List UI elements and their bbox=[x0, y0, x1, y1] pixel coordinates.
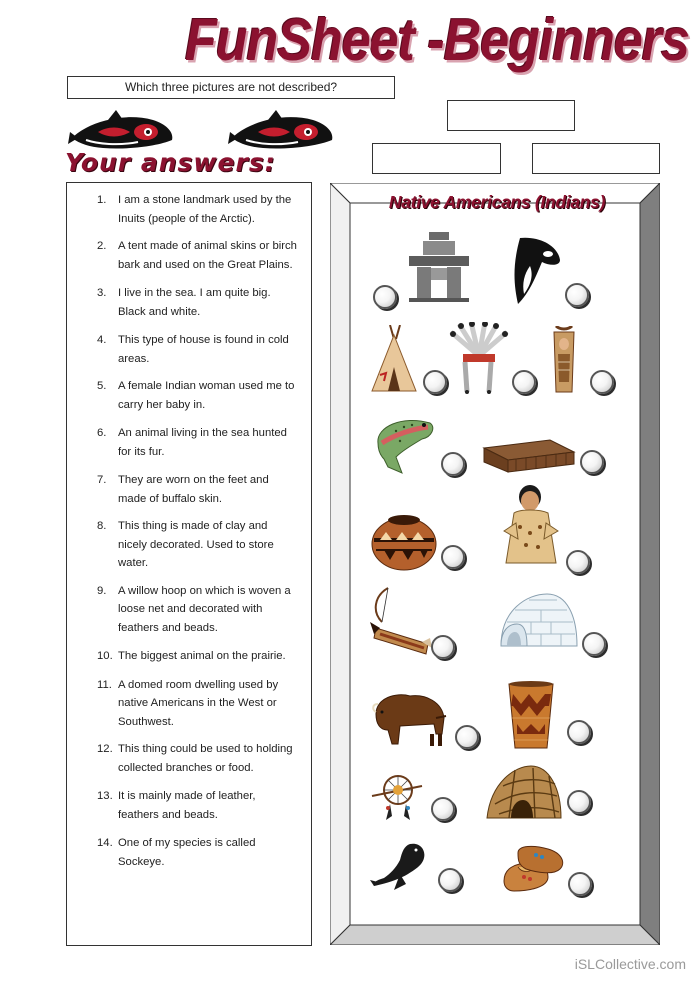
clue-list-panel bbox=[66, 182, 312, 946]
clue-number: 2. bbox=[97, 240, 107, 252]
clue-item bbox=[75, 377, 303, 414]
answer-box-1[interactable] bbox=[447, 100, 575, 131]
clue-text: One of my species is called Sockeye. bbox=[118, 837, 256, 868]
seal-image bbox=[370, 840, 432, 892]
answer-circle-bison[interactable] bbox=[455, 725, 479, 749]
answer-circle-native-person[interactable] bbox=[566, 550, 590, 574]
answer-circle-igloo[interactable] bbox=[582, 632, 606, 656]
clay-pot-image bbox=[370, 510, 438, 572]
clue-list bbox=[75, 191, 303, 871]
answer-circle-salmon[interactable] bbox=[441, 452, 465, 476]
basket-image bbox=[505, 680, 557, 750]
inukshuk-image bbox=[405, 232, 473, 304]
clue-text: It is mainly made of leather, feathers and beads. bbox=[118, 790, 256, 821]
wickiup-image bbox=[485, 762, 563, 824]
clue-number: 12. bbox=[97, 743, 113, 755]
clue-text: This thing could be used to holding collected branches or food. bbox=[118, 743, 293, 774]
clue-number: 1. bbox=[97, 194, 107, 206]
answer-circle-moccasins[interactable] bbox=[568, 872, 592, 896]
answer-circle-inukshuk[interactable] bbox=[373, 285, 397, 309]
clue-item bbox=[75, 331, 303, 368]
picture-panel-title: Native Americans (Indians) bbox=[388, 192, 606, 212]
answer-circle-orca[interactable] bbox=[565, 283, 589, 307]
clue-number: 14. bbox=[97, 837, 113, 849]
clue-item bbox=[75, 424, 303, 461]
answer-box-3[interactable] bbox=[532, 143, 660, 174]
clue-item bbox=[75, 284, 303, 321]
clue-number: 4. bbox=[97, 334, 107, 346]
clue-item bbox=[75, 676, 303, 732]
bow-arrow-image bbox=[370, 582, 432, 658]
answer-circle-seal[interactable] bbox=[438, 868, 462, 892]
answer-circle-bow[interactable] bbox=[431, 635, 455, 659]
answer-circle-headdress[interactable] bbox=[512, 370, 536, 394]
clue-number: 3. bbox=[97, 287, 107, 299]
answer-box-2[interactable] bbox=[372, 143, 501, 174]
salmon-image bbox=[372, 413, 436, 475]
clue-item bbox=[75, 787, 303, 824]
clue-text: A female Indian woman used me to carry her baby in. bbox=[118, 380, 295, 411]
clue-text: They are worn on the feet and made of buffalo skin. bbox=[118, 474, 269, 505]
orca-image bbox=[510, 236, 562, 306]
clue-text: This thing is made of clay and nicely decorated. Used to store water. bbox=[118, 520, 274, 569]
clue-number: 6. bbox=[97, 427, 107, 439]
clue-number: 10. bbox=[97, 650, 113, 662]
answer-circle-basket[interactable] bbox=[567, 720, 591, 744]
native-person-image bbox=[500, 483, 562, 571]
worksheet-title: FunSheet -Beginners bbox=[185, 7, 689, 74]
clue-number: 9. bbox=[97, 584, 107, 597]
clue-item bbox=[75, 191, 303, 228]
headdress-image bbox=[445, 322, 513, 394]
cradleboard-image bbox=[550, 326, 578, 394]
clue-number: 13. bbox=[97, 790, 113, 802]
clue-text: I am a stone landmark used by the Inuits (people of the Arctic). bbox=[118, 194, 292, 225]
clue-number: 8. bbox=[97, 520, 107, 532]
clue-text: This type of house is found in cold areas. bbox=[118, 334, 289, 365]
clue-item bbox=[75, 647, 303, 666]
answer-circle-pot[interactable] bbox=[441, 545, 465, 569]
clue-item bbox=[75, 517, 303, 573]
answer-circle-dreamcatcher[interactable] bbox=[431, 797, 455, 821]
answer-circle-wickiup[interactable] bbox=[567, 790, 591, 814]
clue-text: I live in the sea. I am quite big. Black and white. bbox=[118, 287, 271, 318]
clue-text: An animal living in the sea hunted for its fur. bbox=[118, 427, 287, 458]
clue-item bbox=[75, 471, 303, 508]
moccasins-image bbox=[500, 845, 566, 895]
clue-number: 5. bbox=[97, 380, 107, 392]
clue-item bbox=[75, 237, 303, 274]
clue-number: 7. bbox=[97, 474, 107, 486]
clue-text: A domed room dwelling used by native Americans in the West or Southwest. bbox=[118, 678, 279, 728]
clue-text: The biggest animal on the prairie. bbox=[118, 650, 286, 662]
longhouse-image bbox=[480, 430, 576, 474]
igloo-image bbox=[497, 590, 579, 650]
dreamcatcher-image bbox=[370, 766, 424, 824]
clue-item bbox=[75, 582, 303, 638]
footer-watermark: iSLCollective.com bbox=[574, 956, 686, 972]
question-prompt: Which three pictures are not described? bbox=[67, 76, 395, 99]
clue-item bbox=[75, 834, 303, 871]
clue-text: A tent made of animal skins or birch bark and used on the Great Plains. bbox=[118, 240, 297, 271]
answer-circle-cradleboard[interactable] bbox=[590, 370, 614, 394]
clue-item bbox=[75, 740, 303, 777]
clue-number: 11. bbox=[97, 678, 112, 691]
bison-image bbox=[370, 690, 448, 750]
answer-circle-longhouse[interactable] bbox=[580, 450, 604, 474]
clue-text: A willow hoop on which is woven a loose net and decorated with feathers and beads. bbox=[118, 584, 291, 634]
tipi-image bbox=[370, 325, 418, 393]
answers-label: Your answers: bbox=[65, 148, 276, 177]
answer-circle-tipi[interactable] bbox=[423, 370, 447, 394]
